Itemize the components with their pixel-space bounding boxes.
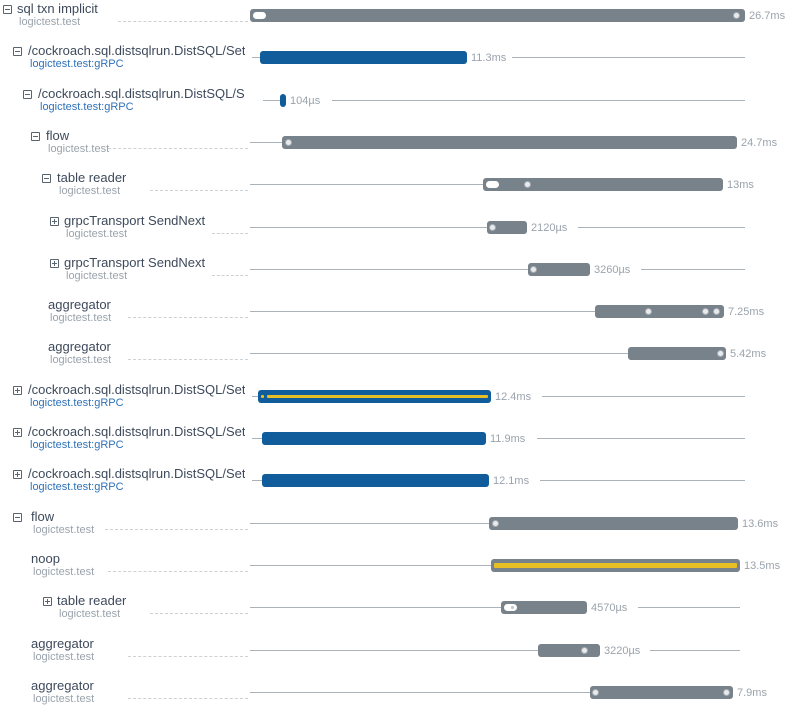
duration-label: 7.9ms xyxy=(737,686,767,699)
leader-dashed-line xyxy=(128,317,248,318)
connector-line xyxy=(250,692,591,693)
trace-row xyxy=(0,594,786,636)
span-name: grpcTransport SendNext xyxy=(64,213,206,228)
expand-icon[interactable] xyxy=(13,428,22,437)
duration-label: 5.42ms xyxy=(730,348,767,361)
event-dot xyxy=(285,139,292,146)
span-name: /cockroach.sql.distsqlrun.DistSQL/S xyxy=(38,86,245,101)
trace-row xyxy=(0,425,786,467)
event-pill-dot xyxy=(511,606,514,609)
trace-row xyxy=(0,171,786,213)
leader-dashed-line xyxy=(150,613,248,614)
connector-line xyxy=(263,100,281,101)
span-bar[interactable] xyxy=(491,559,740,572)
expand-icon[interactable] xyxy=(13,386,22,395)
span-name: aggregator xyxy=(48,298,111,313)
duration-label: 2120µs xyxy=(531,221,568,234)
span-bar[interactable] xyxy=(262,474,489,487)
duration-label: 11.3ms xyxy=(471,52,507,65)
trace-row xyxy=(0,679,786,714)
event-dot xyxy=(702,308,709,315)
duration-label: 11.9ms xyxy=(490,433,526,445)
connector-line xyxy=(250,607,502,608)
span-bar[interactable] xyxy=(258,390,491,403)
collapse-icon[interactable] xyxy=(31,132,40,141)
span-name: flow xyxy=(31,509,55,524)
span-source: logictest.test:gRPC xyxy=(30,439,124,451)
span-bar[interactable] xyxy=(628,347,726,360)
connector-line xyxy=(250,565,492,566)
collapse-icon[interactable] xyxy=(42,174,51,183)
leader-dashed-line xyxy=(108,148,248,149)
trailing-line xyxy=(650,650,740,651)
event-dot xyxy=(713,308,720,315)
span-bar[interactable] xyxy=(487,221,527,234)
span-source: logictest.test xyxy=(66,269,128,282)
duration-label: 104µs xyxy=(290,94,321,107)
duration-label: 13.5ms xyxy=(744,559,781,572)
trace-row xyxy=(0,129,786,171)
event-dot xyxy=(581,647,588,654)
event-pill xyxy=(253,12,266,19)
duration-label: 3260µs xyxy=(594,263,631,276)
event-dot xyxy=(717,350,724,357)
connector-line xyxy=(250,269,529,270)
span-bar[interactable] xyxy=(489,517,738,530)
span-bar[interactable] xyxy=(262,432,486,445)
trailing-line xyxy=(512,57,745,58)
trace-row xyxy=(0,510,786,552)
duration-label: 26.7ms xyxy=(749,10,786,22)
span-source: logictest.test xyxy=(33,523,95,536)
collapse-icon[interactable] xyxy=(13,513,22,522)
span-name: flow xyxy=(46,128,70,143)
trailing-line xyxy=(332,100,745,101)
duration-label: 7.25ms xyxy=(728,306,765,319)
leader-dashed-line xyxy=(212,233,248,234)
span-name: aggregator xyxy=(31,678,94,693)
span-bar[interactable] xyxy=(282,136,737,149)
event-dot xyxy=(492,520,499,527)
span-source: logictest.test xyxy=(59,185,121,198)
span-source: logictest.test xyxy=(50,354,112,367)
leader-dashed-line xyxy=(128,656,248,657)
connector-line xyxy=(250,142,283,143)
span-name: table reader xyxy=(57,594,127,609)
span-bar[interactable] xyxy=(590,686,733,699)
event-dot xyxy=(733,12,740,19)
span-name: grpcTransport SendNext xyxy=(64,255,206,270)
span-name: aggregator xyxy=(48,340,111,355)
span-name: /cockroach.sql.distsqlrun.DistSQL/Set xyxy=(28,44,246,59)
span-bar[interactable] xyxy=(280,94,286,107)
span-bar[interactable] xyxy=(250,9,745,22)
span-source: logictest.test xyxy=(50,312,112,325)
event-dot xyxy=(524,181,531,188)
expand-icon[interactable] xyxy=(50,217,59,226)
trace-row xyxy=(0,383,786,425)
trace-row xyxy=(0,214,786,256)
duration-label: 4570µs xyxy=(591,602,628,615)
trailing-line xyxy=(542,396,745,397)
event-dot xyxy=(592,689,599,696)
expand-icon[interactable] xyxy=(43,597,52,606)
trace-row xyxy=(0,44,786,86)
event-dot xyxy=(645,308,652,315)
span-name: table reader xyxy=(57,171,127,186)
span-source: logictest.test:gRPC xyxy=(30,481,124,494)
span-name: /cockroach.sql.distsqlrun.DistSQL/Set xyxy=(28,425,246,439)
duration-label: 12.4ms xyxy=(495,390,532,403)
span-name: /cockroach.sql.distsqlrun.DistSQL/Set xyxy=(28,467,246,482)
span-source: logictest.test:gRPC xyxy=(30,58,124,71)
trace-row xyxy=(0,637,786,679)
highlight-stripe xyxy=(494,563,737,568)
trace-row xyxy=(0,2,786,44)
span-name: /cockroach.sql.distsqlrun.DistSQL/Set xyxy=(28,382,246,397)
trace-row xyxy=(0,552,786,594)
leader-dashed-line xyxy=(212,275,248,276)
event-dot xyxy=(530,266,537,273)
duration-label: 24.7ms xyxy=(741,136,778,149)
leader-dashed-line xyxy=(128,698,248,699)
trailing-line xyxy=(638,607,740,608)
trace-row xyxy=(0,340,786,382)
highlight-stripe xyxy=(261,395,264,398)
event-dot xyxy=(489,224,496,231)
span-source: logictest.test xyxy=(33,565,95,578)
trailing-line xyxy=(641,269,745,270)
span-bar[interactable] xyxy=(483,178,723,191)
collapse-icon[interactable] xyxy=(3,5,12,14)
collapse-icon[interactable] xyxy=(23,90,32,99)
leader-dashed-line xyxy=(108,571,248,572)
connector-line xyxy=(250,227,488,228)
connector-line xyxy=(250,184,484,185)
span-source: logictest.test xyxy=(59,608,121,621)
event-dot xyxy=(723,689,730,696)
span-source: logictest.test:gRPC xyxy=(40,100,134,113)
span-source: logictest.test xyxy=(66,227,128,240)
span-bar[interactable] xyxy=(501,601,587,614)
span-bar[interactable] xyxy=(260,51,467,64)
span-name: aggregator xyxy=(31,636,94,651)
leader-dashed-line xyxy=(105,529,248,530)
expand-icon[interactable] xyxy=(13,470,22,479)
connector-line xyxy=(250,311,596,312)
trace-row xyxy=(0,87,786,129)
span-source: logictest.test xyxy=(19,16,81,28)
leader-dashed-line xyxy=(118,21,248,22)
span-name: sql txn implicit xyxy=(17,2,98,16)
leader-dashed-line xyxy=(128,359,248,360)
collapse-icon[interactable] xyxy=(13,47,22,56)
span-source: logictest.test xyxy=(33,650,95,663)
expand-icon[interactable] xyxy=(50,259,59,268)
trace-row xyxy=(0,298,786,340)
trace-row xyxy=(0,256,786,298)
duration-label: 13.6ms xyxy=(742,517,779,530)
span-source: logictest.test xyxy=(48,142,110,155)
span-source: logictest.test xyxy=(33,692,95,705)
duration-label: 13ms xyxy=(727,179,754,192)
duration-label: 12.1ms xyxy=(493,475,530,488)
event-pill xyxy=(486,181,499,188)
connector-line xyxy=(250,650,539,651)
span-name: noop xyxy=(31,551,60,566)
connector-line xyxy=(250,353,629,354)
span-source: logictest.test:gRPC xyxy=(30,396,124,409)
span-bar[interactable] xyxy=(528,263,590,276)
trailing-line xyxy=(540,480,745,481)
trailing-line xyxy=(537,438,745,439)
trace-row xyxy=(0,467,786,509)
connector-line xyxy=(250,523,490,524)
trailing-line xyxy=(578,227,745,228)
leader-dashed-line xyxy=(150,190,248,191)
event-pill xyxy=(504,604,517,611)
span-bar[interactable] xyxy=(538,644,600,657)
span-bar[interactable] xyxy=(595,305,724,318)
duration-label: 3220µs xyxy=(604,644,641,657)
highlight-stripe xyxy=(267,395,488,398)
